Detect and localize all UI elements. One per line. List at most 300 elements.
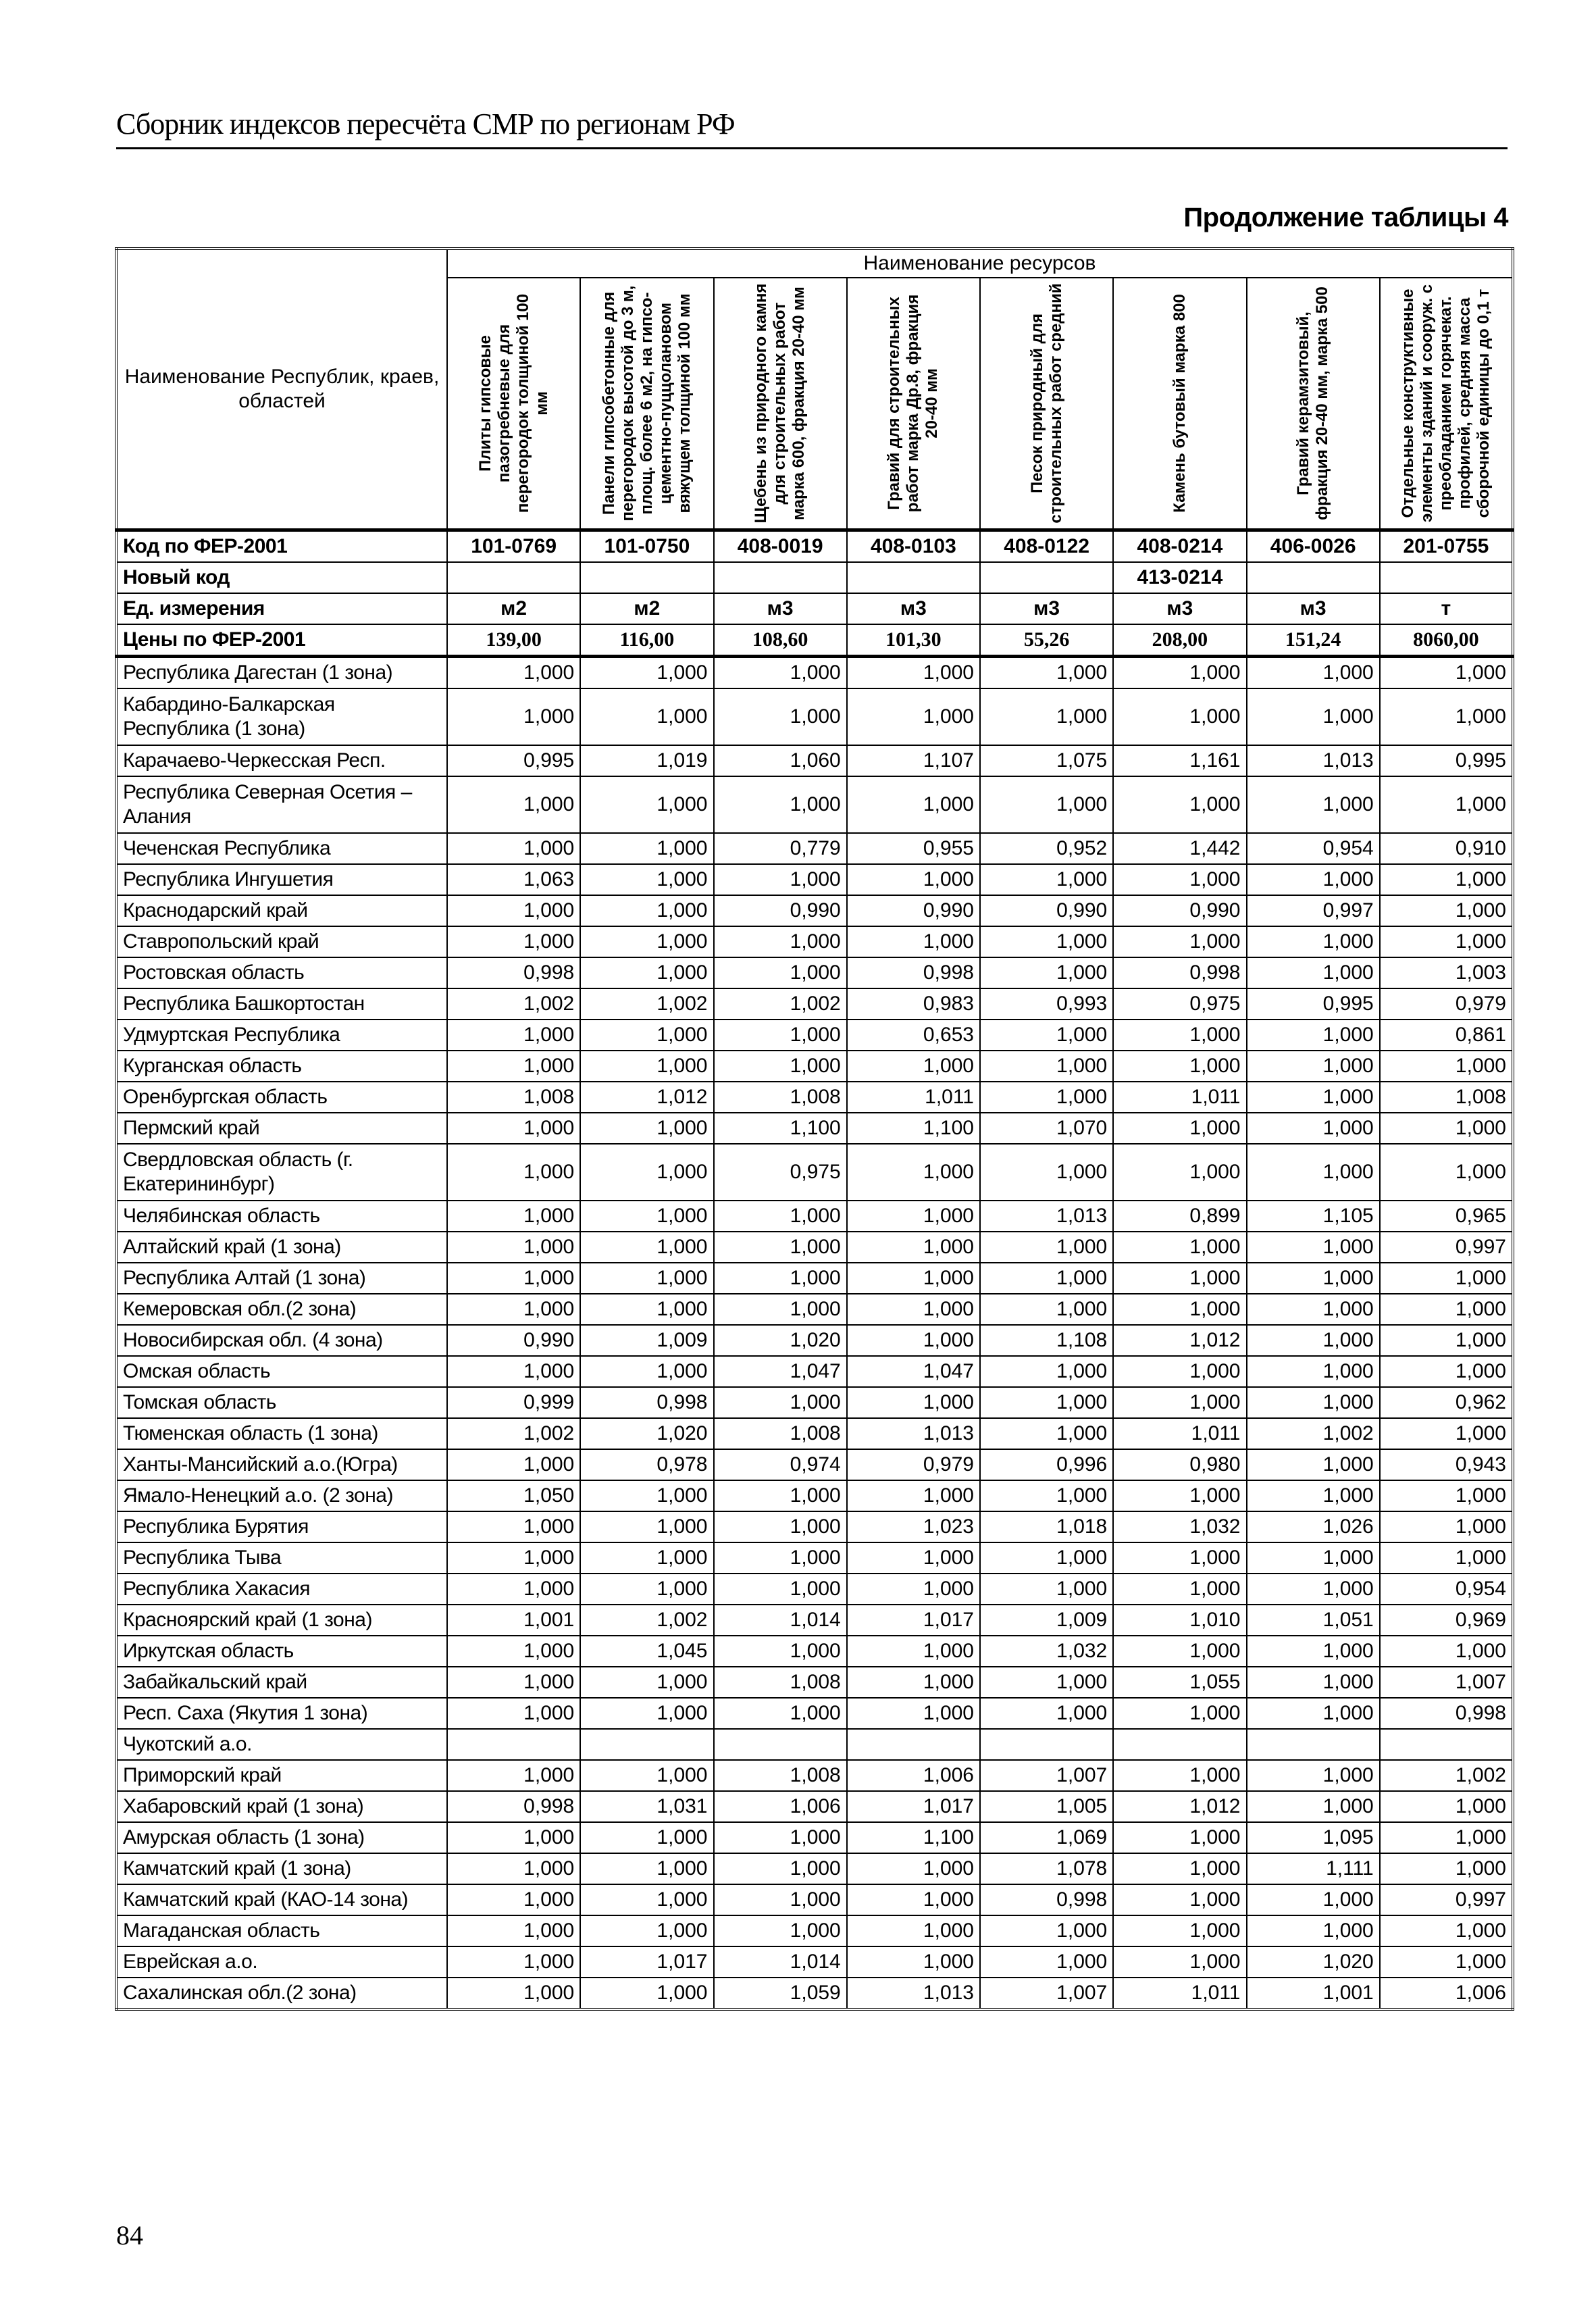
index-value: 1,006	[847, 1760, 980, 1791]
index-value: 0,969	[1380, 1605, 1513, 1636]
table-row	[116, 657, 1513, 689]
index-value: 1,000	[1247, 1263, 1380, 1294]
index-value: 1,000	[714, 1574, 847, 1605]
region-name: Алтайский край (1 зона)	[116, 1232, 447, 1263]
index-value: 1,000	[714, 1263, 847, 1294]
index-value: 1,031	[580, 1791, 713, 1822]
region-name: Челябинская область	[116, 1201, 447, 1232]
index-value: 1,000	[980, 1356, 1113, 1387]
index-value: 1,000	[847, 1387, 980, 1418]
region-name: Ханты-Мансийский а.о.(Югра)	[116, 1449, 447, 1480]
table-row	[116, 1418, 1513, 1449]
resource-code: 408-0103	[847, 530, 980, 563]
index-value: 1,000	[580, 1853, 713, 1884]
index-value: 1,000	[1113, 1387, 1246, 1418]
index-value: 1,000	[1247, 1480, 1380, 1511]
index-value: 1,000	[447, 1542, 580, 1574]
index-value: 1,000	[1113, 1294, 1246, 1325]
region-name: Томская область	[116, 1387, 447, 1418]
index-value: 1,020	[1247, 1946, 1380, 1978]
index-value: 1,000	[1113, 1822, 1246, 1853]
resource-code: 408-0214	[1113, 530, 1246, 563]
resource-new-code	[447, 562, 580, 593]
index-value: 1,000	[847, 1698, 980, 1729]
index-value: 0,943	[1380, 1449, 1513, 1480]
index-value: 1,000	[580, 1263, 713, 1294]
table-row	[116, 1232, 1513, 1263]
index-value: 1,009	[980, 1605, 1113, 1636]
index-value: 1,105	[1247, 1201, 1380, 1232]
index-value: 0,954	[1380, 1574, 1513, 1605]
region-name: Забайкальский край	[116, 1667, 447, 1698]
resource-unit: м2	[580, 593, 713, 624]
index-value: 1,000	[1247, 657, 1380, 689]
index-value: 0,990	[980, 895, 1113, 926]
index-value: 1,000	[1113, 776, 1246, 833]
index-value: 1,000	[1380, 1113, 1513, 1144]
index-value: 1,000	[447, 1636, 580, 1667]
index-value: 1,000	[447, 1698, 580, 1729]
index-value: 1,000	[1113, 1760, 1246, 1791]
index-value: 1,000	[447, 1946, 580, 1978]
region-name: Кабардино-Балкарская Республика (1 зона)	[116, 688, 447, 745]
index-value: 1,000	[580, 957, 713, 988]
index-value: 1,055	[1113, 1667, 1246, 1698]
resource-unit: т	[1380, 593, 1513, 624]
index-value: 1,000	[1380, 657, 1513, 689]
index-value: 1,002	[447, 1418, 580, 1449]
index-value: 1,000	[447, 1294, 580, 1325]
index-value: 1,000	[1113, 1020, 1246, 1051]
index-value: 1,100	[714, 1113, 847, 1144]
index-value: 1,000	[580, 833, 713, 864]
index-value: 0,990	[447, 1325, 580, 1356]
table-row	[116, 1542, 1513, 1574]
resource-code: 101-0750	[580, 530, 713, 563]
index-value: 1,000	[580, 1201, 713, 1232]
index-value: 1,000	[1380, 1822, 1513, 1853]
region-name: Чеченская Республика	[116, 833, 447, 864]
index-value: 1,045	[580, 1636, 713, 1667]
table-row	[116, 1082, 1513, 1113]
resource-column-header	[1247, 278, 1380, 530]
table-row	[116, 1144, 1513, 1201]
index-value: 1,000	[847, 1325, 980, 1356]
index-value: 0,965	[1380, 1201, 1513, 1232]
index-value: 1,000	[714, 1051, 847, 1082]
table-row	[116, 1325, 1513, 1356]
index-value: 1,000	[980, 1480, 1113, 1511]
index-value: 1,000	[847, 926, 980, 957]
index-value: 1,001	[1247, 1978, 1380, 2009]
unit-row	[116, 593, 1513, 624]
resource-price: 55,26	[980, 624, 1113, 657]
table-row	[116, 1978, 1513, 2009]
index-value: 1,000	[1247, 1667, 1380, 1698]
index-value: 1,000	[847, 1853, 980, 1884]
region-name: Краснодарский край	[116, 895, 447, 926]
table-row	[116, 926, 1513, 957]
index-value: 1,000	[980, 688, 1113, 745]
index-value: 1,017	[847, 1605, 980, 1636]
resource-column-header	[847, 278, 980, 530]
index-value: 1,000	[580, 1232, 713, 1263]
index-value: 0,990	[847, 895, 980, 926]
index-value: 1,000	[1247, 957, 1380, 988]
resource-column-header	[447, 278, 580, 530]
index-value: 1,000	[447, 926, 580, 957]
index-value: 1,012	[580, 1082, 713, 1113]
index-value: 1,002	[1380, 1760, 1513, 1791]
resource-column-header	[714, 278, 847, 530]
table-row	[116, 957, 1513, 988]
index-value: 1,000	[447, 1884, 580, 1915]
index-value: 1,000	[580, 1294, 713, 1325]
index-value: 1,032	[1113, 1511, 1246, 1542]
resource-price: 139,00	[447, 624, 580, 657]
resource-code: 406-0026	[1247, 530, 1380, 563]
index-value: 1,000	[447, 1020, 580, 1051]
index-value: 0,998	[447, 1791, 580, 1822]
index-value: 0,979	[1380, 988, 1513, 1020]
resource-column-header	[1113, 278, 1246, 530]
index-value: 1,007	[980, 1760, 1113, 1791]
index-value: 1,000	[1113, 1051, 1246, 1082]
index-value: 0,978	[580, 1449, 713, 1480]
table-row	[116, 1605, 1513, 1636]
index-value: 1,000	[847, 1915, 980, 1946]
resource-column-header	[1380, 278, 1513, 530]
resource-code: 201-0755	[1380, 530, 1513, 563]
index-value: 1,000	[1380, 776, 1513, 833]
index-value: 1,000	[580, 1144, 713, 1201]
index-value: 1,023	[847, 1511, 980, 1542]
index-value: 1,000	[980, 864, 1113, 895]
index-value: 1,020	[580, 1418, 713, 1449]
index-value: 1,000	[1113, 1144, 1246, 1201]
region-name: Приморский край	[116, 1760, 447, 1791]
index-value: 1,000	[1247, 1144, 1380, 1201]
index-value: 1,000	[1380, 1791, 1513, 1822]
code-row-label: Код по ФЕР-2001	[116, 530, 447, 563]
index-value: 0,952	[980, 833, 1113, 864]
region-name: Омская область	[116, 1356, 447, 1387]
index-value: 1,017	[847, 1791, 980, 1822]
index-value: 0,993	[980, 988, 1113, 1020]
table-row	[116, 1791, 1513, 1822]
index-value: 1,000	[714, 864, 847, 895]
table-row	[116, 1884, 1513, 1915]
index-value	[1380, 1729, 1513, 1760]
region-name: Ставропольский край	[116, 926, 447, 957]
index-value: 1,002	[580, 1605, 713, 1636]
index-value: 1,000	[714, 1884, 847, 1915]
index-value: 1,000	[980, 1144, 1113, 1201]
index-value: 1,000	[980, 957, 1113, 988]
index-value: 1,000	[980, 1915, 1113, 1946]
index-value: 1,008	[714, 1082, 847, 1113]
index-value: 1,013	[847, 1978, 980, 2009]
resource-code: 408-0019	[714, 530, 847, 563]
region-name: Республика Бурятия	[116, 1511, 447, 1542]
region-name: Республика Хакасия	[116, 1574, 447, 1605]
resource-column-header	[580, 278, 713, 530]
index-value: 1,000	[580, 1511, 713, 1542]
index-value: 0,997	[1247, 895, 1380, 926]
index-value: 1,000	[1380, 1480, 1513, 1511]
index-value: 1,100	[847, 1113, 980, 1144]
index-value: 0,779	[714, 833, 847, 864]
index-value: 1,000	[1113, 1263, 1246, 1294]
index-value: 1,000	[447, 1263, 580, 1294]
index-value: 1,020	[714, 1325, 847, 1356]
index-value: 1,000	[1247, 1884, 1380, 1915]
region-name: Тюменская область (1 зона)	[116, 1418, 447, 1449]
index-value: 1,002	[447, 988, 580, 1020]
index-value: 0,979	[847, 1449, 980, 1480]
index-value: 1,000	[847, 1480, 980, 1511]
index-value: 0,974	[714, 1449, 847, 1480]
index-value: 1,000	[847, 657, 980, 689]
index-value: 0,998	[580, 1387, 713, 1418]
resource-unit: м3	[980, 593, 1113, 624]
index-value: 1,000	[847, 1201, 980, 1232]
table-row	[116, 688, 1513, 745]
index-value: 1,000	[980, 926, 1113, 957]
region-name: Кемеровская обл.(2 зона)	[116, 1294, 447, 1325]
index-value: 1,000	[847, 1542, 980, 1574]
index-value: 1,000	[580, 1356, 713, 1387]
index-value: 1,000	[447, 1449, 580, 1480]
index-value: 1,000	[580, 1480, 713, 1511]
resource-new-code	[580, 562, 713, 593]
index-value: 0,990	[714, 895, 847, 926]
index-value: 1,000	[1113, 1853, 1246, 1884]
index-value: 1,000	[714, 957, 847, 988]
region-name: Пермский край	[116, 1113, 447, 1144]
index-value: 1,000	[447, 1356, 580, 1387]
index-value: 1,000	[1380, 1418, 1513, 1449]
index-value: 1,000	[580, 864, 713, 895]
index-value: 1,000	[447, 1760, 580, 1791]
index-value: 1,000	[1380, 1915, 1513, 1946]
table-row	[116, 745, 1513, 776]
index-value: 1,000	[447, 688, 580, 745]
index-value: 1,000	[580, 1113, 713, 1144]
region-name: Иркутская область	[116, 1636, 447, 1667]
index-value: 1,000	[580, 1698, 713, 1729]
index-value: 1,000	[1247, 1760, 1380, 1791]
index-value: 1,012	[1113, 1791, 1246, 1822]
index-value: 1,063	[447, 864, 580, 895]
index-value: 1,000	[447, 1822, 580, 1853]
index-value: 0,975	[714, 1144, 847, 1201]
index-value: 1,005	[980, 1791, 1113, 1822]
index-value	[580, 1729, 713, 1760]
index-value: 1,007	[980, 1978, 1113, 2009]
resource-price: 8060,00	[1380, 624, 1513, 657]
index-value: 1,000	[1247, 1356, 1380, 1387]
resource-name: Камень бутовый марка 800	[1170, 294, 1189, 513]
index-value: 1,000	[1247, 1232, 1380, 1263]
region-name: Оренбургская область	[116, 1082, 447, 1113]
resources-header: Наименование ресурсов	[447, 249, 1513, 278]
resource-unit: м3	[847, 593, 980, 624]
index-value: 0,995	[1247, 988, 1380, 1020]
index-value: 1,000	[1247, 776, 1380, 833]
region-name: Сахалинская обл.(2 зона)	[116, 1978, 447, 2009]
table-row	[116, 988, 1513, 1020]
index-value: 1,000	[1380, 688, 1513, 745]
index-value: 0,998	[980, 1884, 1113, 1915]
index-value	[847, 1729, 980, 1760]
index-value: 1,442	[1113, 833, 1246, 864]
table-row	[116, 1020, 1513, 1051]
index-value: 1,000	[847, 1263, 980, 1294]
index-value: 1,000	[1380, 1946, 1513, 1978]
price-row	[116, 624, 1513, 657]
table-row	[116, 895, 1513, 926]
index-value: 0,962	[1380, 1387, 1513, 1418]
resource-name: Панели гипсобетонные для перегородок высотой до 3 м, площ. более 6 м2, на гипсо-цементно-пуццолановом вяжущем толщиной 100 мм	[599, 285, 694, 522]
index-value: 1,000	[980, 1263, 1113, 1294]
index-value: 1,000	[1113, 1480, 1246, 1511]
index-value: 0,975	[1113, 988, 1246, 1020]
index-value: 1,000	[714, 1387, 847, 1418]
index-value: 1,000	[714, 776, 847, 833]
index-value: 1,013	[980, 1201, 1113, 1232]
index-value: 0,998	[1113, 957, 1246, 988]
resource-name: Отдельные конструктивные элементы зданий и сооруж. с преобладанием горячекат. профилей, средняя масса сборочной единицы до 0,1 т	[1398, 284, 1493, 523]
index-value: 1,000	[1113, 1356, 1246, 1387]
page-number: 84	[116, 2220, 143, 2250]
table-row	[116, 1356, 1513, 1387]
index-value: 1,100	[847, 1822, 980, 1853]
index-value: 1,000	[1247, 1915, 1380, 1946]
index-value: 0,996	[980, 1449, 1113, 1480]
index-value: 1,078	[980, 1853, 1113, 1884]
index-value: 1,000	[1113, 1113, 1246, 1144]
resource-column-header	[980, 278, 1113, 530]
index-value	[714, 1729, 847, 1760]
region-name: Удмуртская Республика	[116, 1020, 447, 1051]
table-row	[116, 1263, 1513, 1294]
index-value: 0,998	[447, 957, 580, 988]
index-value	[1247, 1729, 1380, 1760]
index-value: 1,000	[1247, 1325, 1380, 1356]
index-value: 1,002	[580, 988, 713, 1020]
index-value: 1,000	[447, 1144, 580, 1201]
index-value: 1,000	[580, 926, 713, 957]
resource-price: 101,30	[847, 624, 980, 657]
resource-new-code	[1247, 562, 1380, 593]
index-value: 1,000	[1247, 1387, 1380, 1418]
index-value: 0,983	[847, 988, 980, 1020]
index-value: 1,050	[447, 1480, 580, 1511]
index-value: 1,026	[1247, 1511, 1380, 1542]
index-value: 1,000	[980, 1294, 1113, 1325]
index-value: 0,995	[447, 745, 580, 776]
resource-name: Гравий керамзитовый, фракция 20-40 мм, марка 500	[1294, 286, 1332, 520]
index-value: 1,095	[1247, 1822, 1380, 1853]
index-value: 1,000	[714, 1698, 847, 1729]
region-name: Еврейская а.о.	[116, 1946, 447, 1978]
table-caption: Продолжение таблицы 4	[1183, 203, 1508, 232]
index-value: 1,000	[980, 1232, 1113, 1263]
index-value: 1,008	[714, 1418, 847, 1449]
index-value: 1,000	[980, 1542, 1113, 1574]
index-value: 1,000	[1247, 1698, 1380, 1729]
resource-name: Щебень из природного камня для строительных работ марка 600, фракция 20-40 мм	[752, 283, 808, 524]
index-value: 0,998	[1380, 1698, 1513, 1729]
index-value: 1,000	[1247, 1020, 1380, 1051]
index-value: 1,000	[1380, 1144, 1513, 1201]
region-name: Республика Алтай (1 зона)	[116, 1263, 447, 1294]
index-value: 1,000	[980, 1574, 1113, 1605]
index-value: 1,000	[1247, 1082, 1380, 1113]
index-value: 1,000	[580, 1020, 713, 1051]
index-value: 1,002	[714, 988, 847, 1020]
index-value: 1,008	[447, 1082, 580, 1113]
index-value: 1,000	[447, 1853, 580, 1884]
index-value: 1,000	[580, 1051, 713, 1082]
index-value: 1,011	[1113, 1082, 1246, 1113]
index-value: 1,013	[1247, 745, 1380, 776]
index-value: 1,111	[1247, 1853, 1380, 1884]
resource-name: Плиты гипсовые пазогребневые для перегородок толщиной 100 мм	[475, 293, 551, 513]
code-row	[116, 530, 1513, 563]
region-name: Респ. Саха (Якутия 1 зона)	[116, 1698, 447, 1729]
index-value: 1,002	[1247, 1418, 1380, 1449]
index-value: 1,000	[980, 1387, 1113, 1418]
index-value: 1,000	[580, 657, 713, 689]
table-row	[116, 1480, 1513, 1511]
resource-unit: м2	[447, 593, 580, 624]
index-value: 1,000	[447, 657, 580, 689]
region-name: Свердловская область (г. Екатерининбург)	[116, 1144, 447, 1201]
index-value: 1,000	[1247, 1636, 1380, 1667]
region-name: Карачаево-Черкесская Респ.	[116, 745, 447, 776]
index-value: 0,998	[847, 957, 980, 988]
index-value: 1,000	[714, 1853, 847, 1884]
index-value: 1,000	[1113, 1232, 1246, 1263]
index-value: 0,995	[1380, 745, 1513, 776]
index-value: 1,000	[847, 1946, 980, 1978]
resource-name: Песок природный для строительных работ средний	[1027, 283, 1065, 524]
resource-price: 108,60	[714, 624, 847, 657]
index-value: 1,018	[980, 1511, 1113, 1542]
region-name: Республика Ингушетия	[116, 864, 447, 895]
index-value: 1,000	[1247, 1051, 1380, 1082]
index-value: 1,000	[580, 1760, 713, 1791]
index-value: 1,000	[1113, 1698, 1246, 1729]
index-value: 1,000	[580, 1978, 713, 2009]
index-value: 1,000	[1113, 926, 1246, 957]
index-value: 1,000	[847, 1884, 980, 1915]
index-value: 1,017	[580, 1946, 713, 1978]
index-value: 1,000	[714, 926, 847, 957]
index-value: 1,000	[1380, 1853, 1513, 1884]
index-value: 1,000	[1380, 895, 1513, 926]
index-value: 1,000	[1380, 1294, 1513, 1325]
index-value: 1,107	[847, 745, 980, 776]
index-value: 1,000	[1113, 1884, 1246, 1915]
index-value: 1,000	[1113, 688, 1246, 745]
index-value: 1,000	[447, 1232, 580, 1263]
index-value: 1,001	[447, 1605, 580, 1636]
index-value: 1,000	[580, 688, 713, 745]
index-value: 1,000	[847, 1294, 980, 1325]
